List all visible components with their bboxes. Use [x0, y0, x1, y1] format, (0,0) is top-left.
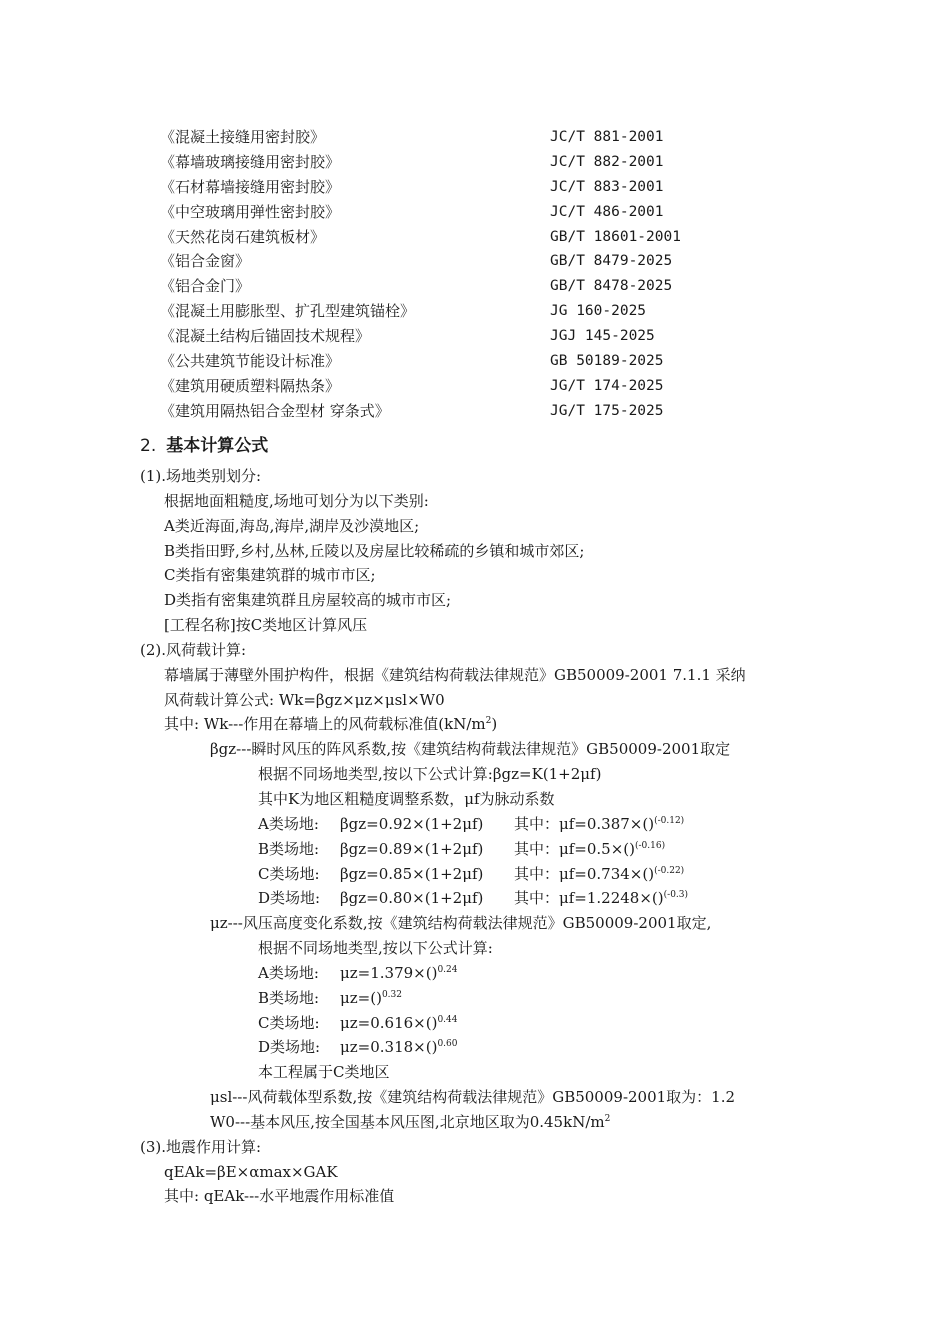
- standard-row: [160, 249, 800, 274]
- wind-load-title: (2).风荷载计算:: [140, 640, 247, 659]
- standard-name: 《建筑用隔热铝合金型材 穿条式》: [160, 401, 390, 420]
- bgz-intro: 根据不同场地类型,按以下公式计算:βgz=K(1+2μf): [258, 765, 602, 784]
- standard-name: 《混凝土用膨胀型、扩孔型建筑锚栓》: [160, 302, 416, 321]
- mz-formula: μz=0.318×(): [340, 1038, 438, 1057]
- w0-definition: [0, 1110, 950, 1135]
- wk-unit-superscript: 2: [485, 716, 492, 727]
- standard-name: 《公共建筑节能设计标准》: [160, 352, 341, 371]
- wind-load-formula: 风荷载计算公式: Wk=βgz×μz×μsl×W0: [164, 690, 445, 709]
- standard-row: [160, 175, 800, 200]
- standard-name: 《铝合金窗》: [160, 252, 251, 271]
- mf-formula: 其中：μf=0.734×(): [514, 864, 655, 883]
- zone-label: A类场地:: [258, 814, 319, 833]
- mz-exponent: 0.32: [381, 989, 402, 1000]
- w0-definition-text: W0---基本风压,按全国基本风压图,北京地区取为0.45kN/m: [210, 1112, 605, 1131]
- standard-code: JG 160-2025: [550, 303, 647, 320]
- mf-formula: 其中：μf=1.2248×(): [514, 889, 664, 908]
- mf-formula: 其中：μf=0.5×(): [514, 839, 635, 858]
- mz-formula: μz=1.379×(): [340, 963, 438, 982]
- standard-name: 《混凝土接缝用密封胶》: [160, 128, 326, 146]
- standard-name: 《建筑用硬质塑料隔热条》: [160, 376, 341, 395]
- bgz-zone-row: [0, 812, 950, 837]
- standard-row: [160, 125, 800, 150]
- standard-row: [160, 299, 800, 324]
- bgz-definition: βgz---瞬时风压的阵风系数,按《建筑结构荷载法律规范》GB50009-2001取定: [210, 740, 731, 759]
- zone-label: D类场地:: [258, 1038, 321, 1057]
- wk-definition-text: 其中: Wk---作用在幕墙上的风荷载标准值(kN/m: [164, 715, 486, 734]
- standard-name: 《铝合金门》: [160, 277, 251, 296]
- seismic-definition: 其中: qEAk---水平地震作用标准值: [164, 1187, 395, 1206]
- site-class-a: A类近海面,海岛,海岸,湖岸及沙漠地区;: [164, 516, 420, 535]
- standard-name: 《天然花岗石建筑板材》: [160, 227, 326, 246]
- wk-definition: [0, 712, 950, 737]
- bgz-zone-row: [0, 886, 950, 911]
- zone-label: B类场地:: [258, 839, 320, 858]
- mz-exponent: 0.60: [437, 1039, 458, 1050]
- w0-unit-superscript: 2: [604, 1113, 611, 1124]
- section-heading: [140, 433, 268, 459]
- standard-code: JC/T 881-2001: [550, 129, 664, 145]
- standard-row: [160, 200, 800, 225]
- standard-row: [160, 374, 800, 399]
- site-class-b: B类指田野,乡村,丛林,丘陵以及房屋比较稀疏的乡镇和城市郊区;: [164, 541, 585, 560]
- bgz-formula: βgz=0.89×(1+2μf): [340, 839, 484, 858]
- site-class-project: [工程名称]按C类地区计算风压: [164, 616, 368, 635]
- standard-row: [160, 324, 800, 349]
- standard-name: 《中空玻璃用弹性密封胶》: [160, 202, 341, 221]
- mz-definition: μz---风压高度变化系数,按《建筑结构荷载法律规范》GB50009-2001取定,: [210, 914, 712, 933]
- section-title: 基本计算公式: [166, 436, 269, 456]
- mz-zone-row: [0, 986, 950, 1011]
- wind-load-line1: 幕墙属于薄壁外围护构件，根据《建筑结构荷载法律规范》GB50009-2001 7.1.1 采纳: [164, 665, 746, 684]
- standard-code: GB 50189-2025: [550, 353, 664, 370]
- bgz-formula: βgz=0.80×(1+2μf): [340, 889, 484, 908]
- standard-name: 《幕墙玻璃接缝用密封胶》: [160, 152, 341, 171]
- standard-code: JG/T 175-2025: [550, 402, 664, 419]
- site-class-intro: 根据地面粗糙度,场地可划分为以下类别:: [164, 491, 429, 510]
- standard-code: JGJ 145-2025: [550, 328, 655, 345]
- mf-formula: 其中：μf=0.387×(): [514, 814, 655, 833]
- mf-exponent: (-0.22): [654, 865, 685, 876]
- standard-row: [160, 399, 800, 424]
- seismic-title: (3).地震作用计算:: [140, 1137, 262, 1156]
- mz-zone-row: [0, 1011, 950, 1036]
- zone-label: A类场地:: [258, 963, 319, 982]
- standard-code: GB/T 18601-2001: [550, 228, 681, 245]
- mz-zone-row: [0, 1035, 950, 1060]
- section-number: 2.: [140, 436, 157, 456]
- standard-name: 《石材幕墙接缝用密封胶》: [160, 177, 341, 196]
- site-class-d: D类指有密集建筑群且房屋较高的城市市区;: [164, 591, 452, 610]
- zone-label: D类场地:: [258, 889, 321, 908]
- standard-row: [160, 150, 800, 175]
- standard-name: 《混凝土结构后锚固技术规程》: [160, 327, 371, 346]
- bgz-formula: βgz=0.85×(1+2μf): [340, 864, 484, 883]
- bgz-k-note: 其中K为地区粗糙度调整系数，μf为脉动系数: [258, 789, 555, 808]
- mz-formula: μz=(): [340, 988, 382, 1007]
- bgz-zone-row: [0, 837, 950, 862]
- standard-row: [160, 349, 800, 374]
- mz-project: 本工程属于C类地区: [258, 1063, 390, 1082]
- bgz-formula: βgz=0.92×(1+2μf): [340, 814, 484, 833]
- zone-label: C类场地:: [258, 864, 320, 883]
- standard-code: GB/T 8478-2025: [550, 278, 673, 295]
- standard-code: JG/T 174-2025: [550, 377, 664, 394]
- standard-code: GB/T 8479-2025: [550, 253, 673, 270]
- seismic-formula: qEAk=βE×αmax×GAK: [164, 1162, 338, 1181]
- wk-definition-close: ): [491, 715, 498, 734]
- msl-definition: μsl---风荷载体型系数,按《建筑结构荷载法律规范》GB50009-2001取为：1.2: [210, 1088, 736, 1107]
- mz-zone-row: [0, 961, 950, 986]
- mz-intro: 根据不同场地类型,按以下公式计算:: [258, 939, 493, 958]
- mz-formula: μz=0.616×(): [340, 1013, 438, 1032]
- standard-row: [160, 274, 800, 299]
- section-body: [0, 464, 950, 1209]
- mz-exponent: 0.24: [437, 964, 458, 975]
- bgz-zone-row: [0, 862, 950, 887]
- zone-label: C类场地:: [258, 1013, 320, 1032]
- site-class-c: C类指有密集建筑群的城市市区;: [164, 566, 376, 585]
- standards-list: [160, 125, 800, 424]
- standard-row: [160, 225, 800, 250]
- mf-exponent: (-0.12): [654, 815, 685, 826]
- zone-label: B类场地:: [258, 988, 320, 1007]
- mf-exponent: (-0.16): [635, 840, 666, 851]
- standard-code: JC/T 486-2001: [550, 203, 664, 220]
- mz-exponent: 0.44: [437, 1014, 458, 1025]
- mf-exponent: (-0.3): [663, 890, 689, 901]
- standard-code: JC/T 882-2001: [550, 153, 664, 170]
- standard-code: JC/T 883-2001: [550, 178, 664, 195]
- site-class-title: (1).场地类别划分:: [140, 467, 262, 485]
